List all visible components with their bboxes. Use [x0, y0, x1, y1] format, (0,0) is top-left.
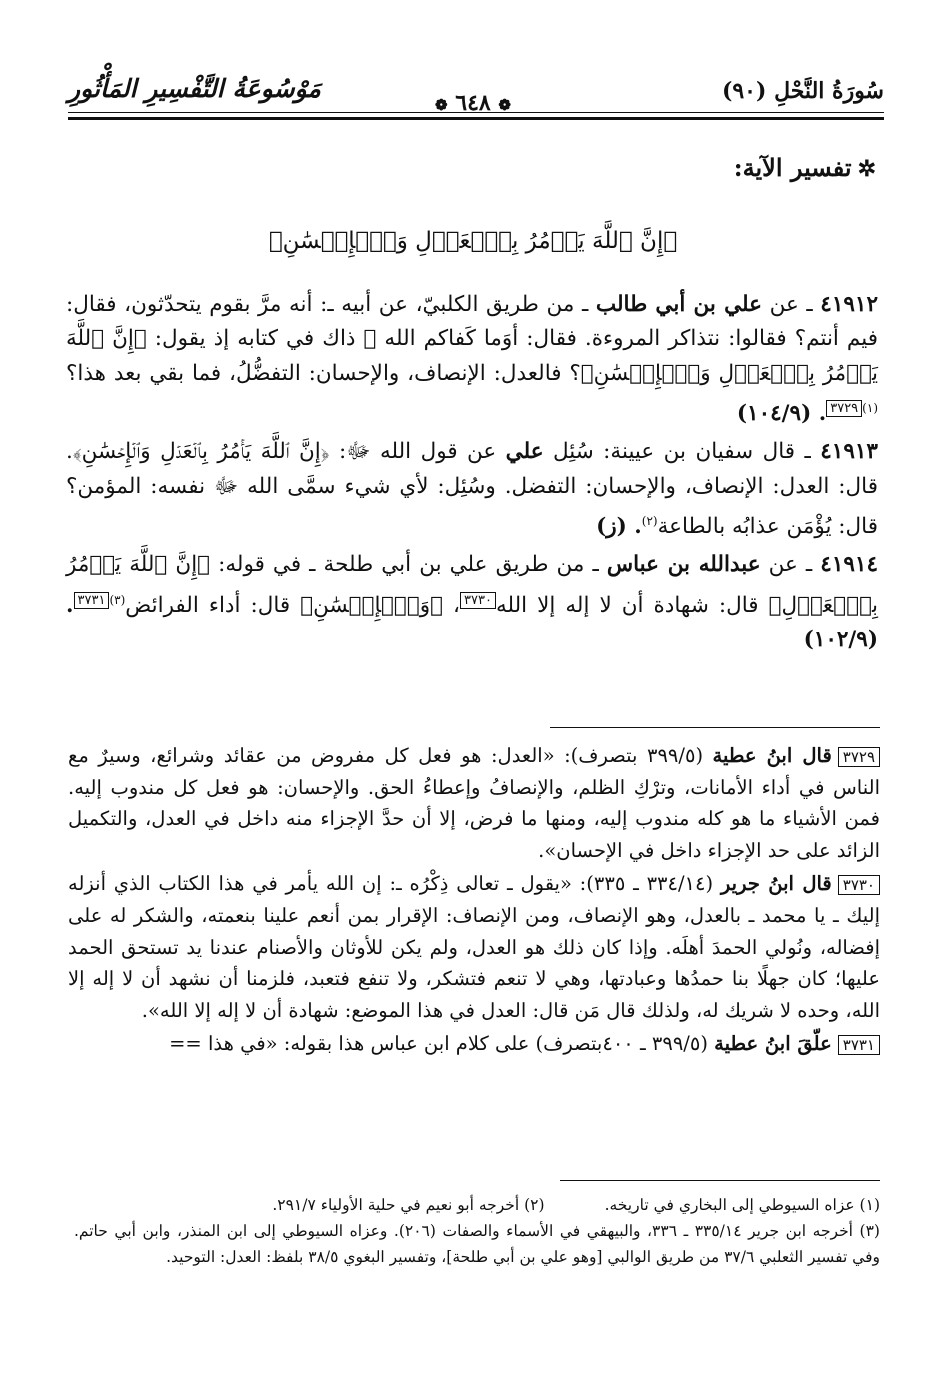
footnote-3: (٣) أخرجه ابن جرير ٣٣٥/١٤ ـ ٣٣٦، والبيهقي في الأسماء والصفات (٢٠٦). وعزاه السيوطي إلى ابن المنذر، وابن أبي حاتم. وفي تفسير الثعلبي ٣٧/٦ من طريق الوالبي [وهو علي بن أبي طلحة]، وتفسير البغوي ٣٨/٥ بلفظ: العدل: التوحيد.	[74, 1222, 880, 1266]
commentary-block	[68, 740, 880, 1062]
footnote-marker[interactable]: (١)	[862, 400, 878, 415]
footnote-1: (١) عزاه السيوطي إلى البخاري في تاريخه.	[604, 1196, 880, 1214]
footnote-2: (٢) أخرجه أبو نعيم في حلية الأولياء ٢٩١/٧.	[272, 1196, 545, 1214]
main-text	[66, 288, 878, 661]
comment-number-box: ٣٧٢٩	[838, 747, 880, 767]
comments-separator	[550, 727, 880, 728]
comment-ref-box[interactable]: ٣٧٣٠	[460, 592, 496, 609]
comment-number-box: ٣٧٣٠	[838, 875, 880, 895]
page-number-line	[0, 90, 946, 116]
report-41913: ٤١٩١٣ ـ قال سفيان بن عيينة: سُئِل علي عن قول الله ﷻ: ﴿إِنَّ ٱللَّهَ يَأۡمُرُ بِٱلۡعَدۡلِ وَٱلۡإِحۡسَٰنِ﴾. قال: العدل: الإنصاف، والإحسان: التفضل. وسُئِل: لأي شيء سمَّى الله ﷻ نفسه: المؤمن؟ قال: يُؤْمَن عذابُه بالطاعة$^{(٢)}$. (ز)	[66, 439, 878, 540]
verse-header: ﴿إِنَّ ٱللَّهَ يَأۡمُرُ بِٱلۡعَدۡلِ وَٱلۡإِحۡسَٰنِ﴾	[268, 228, 678, 254]
book-title: مَوْسُوعَةُ التَّفْسِيرِ المَأْثُورِ	[68, 74, 321, 103]
comment-number-box: ٣٧٣١	[838, 1035, 880, 1055]
header-rule-thick	[68, 117, 884, 120]
comment-3730: ٣٧٣٠قال ابنُ جرير (٣٣٤/١٤ ـ ٣٣٥): «يقول ـ تعالى ذِكْرُه ـ: إن الله يأمر في هذا الكتاب الذي أنزله إليك ـ يا محمد ـ بالعدل، وهو الإنصاف، ومن الإنصاف: الإقرار بمن أنعم علينا بنعمته، والشكر له على إفضاله، ونُولي الحمدَ أهلَه. وإذا كان ذلك هو العدل، ولم يكن للأوثان والأصنام عندنا يد تستحق الحمد عليها؛ كان جهلًا بنا حمدُها وعبادتها، وهي لا تنعم فتشكر، ولا تنفع فتعبد، فلزمنا أن نشهد أن لا إله إلا الله، وحده لا شريك له، ولذلك قال مَن قال: العدل في هذا الموضع: شهادة أن لا إله إلا الله».	[68, 872, 880, 1022]
comment-3731: ٣٧٣١علّقَ ابنُ عطية (٣٩٩/٥ ـ ٤٠٠بتصرف) على كلام ابن عباس هذا بقوله: «في هذا ==	[68, 1028, 880, 1060]
footnotes-separator	[560, 1180, 880, 1181]
page-number: ٦٤٨	[455, 90, 491, 116]
comment-ref-box[interactable]: ٣٧٢٩	[826, 400, 862, 417]
flower-icon: ✲	[857, 156, 876, 182]
footnote-marker[interactable]: (٣)	[109, 592, 126, 607]
comment-ref-box[interactable]: ٣٧٣١	[74, 592, 110, 609]
volume-ref: . (١٠٤/٩)	[736, 401, 827, 427]
surah-title: سُورَةُ النَّحْلِ (٩٠)	[721, 78, 884, 104]
comment-3729: ٣٧٢٩قال ابنُ عطية (٣٩٩/٥ بتصرف): «العدل: هو فعل كل مفروض من عقائد وشرائع، وسيرٌ مع الناس في أداء الأمانات، وترْكِ الظلم، والإنصافُ وإعطاءُ الحق. والإحسان: هو فعل كل مندوب إليه. فمن الأشياء ما هو كله مندوب إليه، ومنها ما فرض، إلا أن حدَّ الإجزاء منه داخل في العدل، والتكميل الزائد على حد الإجزاء داخل في الإحسان».	[68, 744, 880, 862]
volume-ref: . (١٠٢/٩)	[66, 592, 878, 653]
report-41912: ٤١٩١٢ ـ عن علي بن أبي طالب ـ من طريق الكلبيّ، عن أبيه ـ: أنه مرَّ بقوم يتحدّثون، فقال: فيم أنتم؟ فقالوا: نتذاكر المروءة. فقال: أوَما كَفاكم الله ﷻ ذاك في كتابه إذ يقول: ﴿إِنَّ ٱللَّهَ يَأۡمُرُ بِٱلۡعَدۡلِ وَٱلۡإِحۡسَٰنِ﴾؟ فالعدل: الإنصاف، والإحسان: التفضُّلُ، فما بقي بعد هذا؟$^{(١)٣٧٢٩}$. (١٠٤/٩)	[66, 292, 879, 427]
ornament-icon: ❁	[498, 96, 511, 114]
section-title: ✲تفسير الآية:	[733, 153, 876, 182]
footnotes	[74, 1192, 880, 1274]
report-41914: ٤١٩١٤ ـ عن عبدالله بن عباس ـ من طريق علي بن أبي طلحة ـ في قوله: ﴿إِنَّ ٱللَّهَ يَأۡمُرُ بِٱلۡعَدۡلِ﴾ قال: شهادة أن لا إله إلا الله$^{٣٧٣٠}$، ﴿وَٱلۡإِحۡسَٰنِ﴾ قال: أداء الفرائض$^{(٣)٣٧٣١}$. (١٠٢/٩)	[66, 552, 879, 653]
volume-ref: . (ز)	[596, 514, 642, 540]
ornament-icon: ❁	[435, 96, 448, 114]
footnote-marker[interactable]: (٢)	[641, 513, 658, 528]
